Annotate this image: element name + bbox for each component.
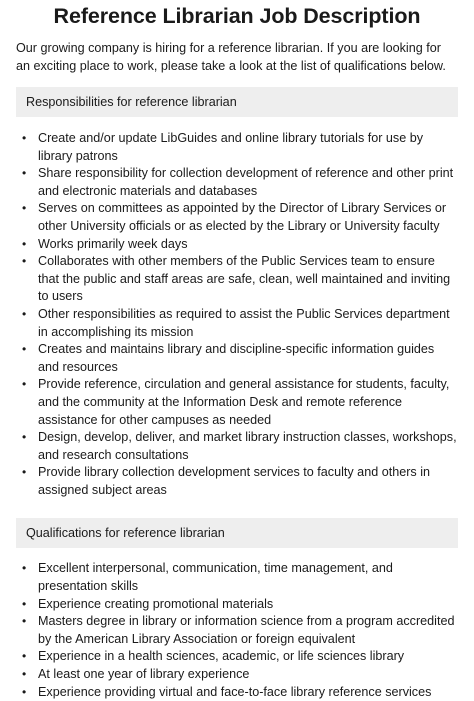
- bullet-icon: •: [22, 166, 27, 181]
- list-item: • Provide reference, circulation and general assistance for students, faculty, and the community at the Information Desk and remote reference assistance for other campuses as needed: [22, 377, 450, 427]
- bullet-icon: •: [22, 201, 27, 216]
- responsibilities-heading: Responsibilities for reference librarian: [16, 87, 458, 117]
- bullet-icon: •: [22, 236, 27, 251]
- qualifications-heading: Qualifications for reference librarian: [16, 518, 458, 548]
- bullet-icon: •: [22, 131, 27, 145]
- qualifications-list: [16, 560, 458, 701]
- list-item: • Experience in a health sciences, academic, or life sciences library: [38, 648, 458, 666]
- bullet-icon: •: [22, 306, 27, 321]
- list-item: • Other responsibilities as required to assist the Public Services department in accomplishing its mission: [22, 306, 450, 339]
- list-item: • Experience providing virtual and face-to-face library reference services: [38, 684, 458, 701]
- bullet-icon: •: [22, 342, 27, 357]
- list-item: • Experience creating promotional materials: [38, 596, 458, 614]
- bullet-icon: •: [22, 254, 27, 269]
- list-item: • Masters degree in library or information science from a program accredited by the American Library Association or foreign equivalent: [22, 614, 455, 646]
- bullet-icon: •: [22, 465, 27, 480]
- bullet-icon: •: [22, 667, 27, 682]
- list-item: • Serves on committees as appointed by the Director of Library Services or other University officials or as elected by the Library or University faculty: [22, 201, 447, 233]
- bullet-icon: •: [22, 614, 27, 629]
- bullet-icon: •: [22, 596, 27, 611]
- list-item: • Works primarily week days: [38, 236, 458, 254]
- list-item: • Create and/or update LibGuides and online library tutorials for use by library patrons: [22, 131, 424, 163]
- list-item: • Design, develop, deliver, and market library instruction classes, workshops, and research consultations: [22, 430, 457, 462]
- bullet-icon: •: [22, 684, 27, 699]
- bullet-icon: •: [22, 561, 27, 576]
- bullet-icon: •: [22, 649, 27, 664]
- page-title: Reference Librarian Job Description: [53, 4, 421, 28]
- list-item: • Creates and maintains library and discipline-specific information guides and resources: [22, 342, 435, 374]
- list-item: • Collaborates with other members of the Public Services team to ensure that the public and staff areas are safe, clean, well maintained and inviting to users: [22, 254, 451, 304]
- list-item: • Share responsibility for collection development of reference and other print and electronic materials and databases: [22, 166, 454, 198]
- list-item: • Excellent interpersonal, communication, time management, and presentation skills: [22, 561, 393, 594]
- responsibilities-list: [16, 130, 458, 499]
- intro-paragraph: Our growing company is hiring for a reference librarian. If you are looking for an exciting place to work, please take a look at the list of qualifications below.: [16, 41, 446, 73]
- bullet-icon: •: [22, 430, 27, 445]
- list-item: • At least one year of library experience: [38, 666, 458, 684]
- bullet-icon: •: [22, 377, 27, 392]
- list-item: • Provide library collection development services to faculty and others in assigned subject areas: [22, 465, 430, 497]
